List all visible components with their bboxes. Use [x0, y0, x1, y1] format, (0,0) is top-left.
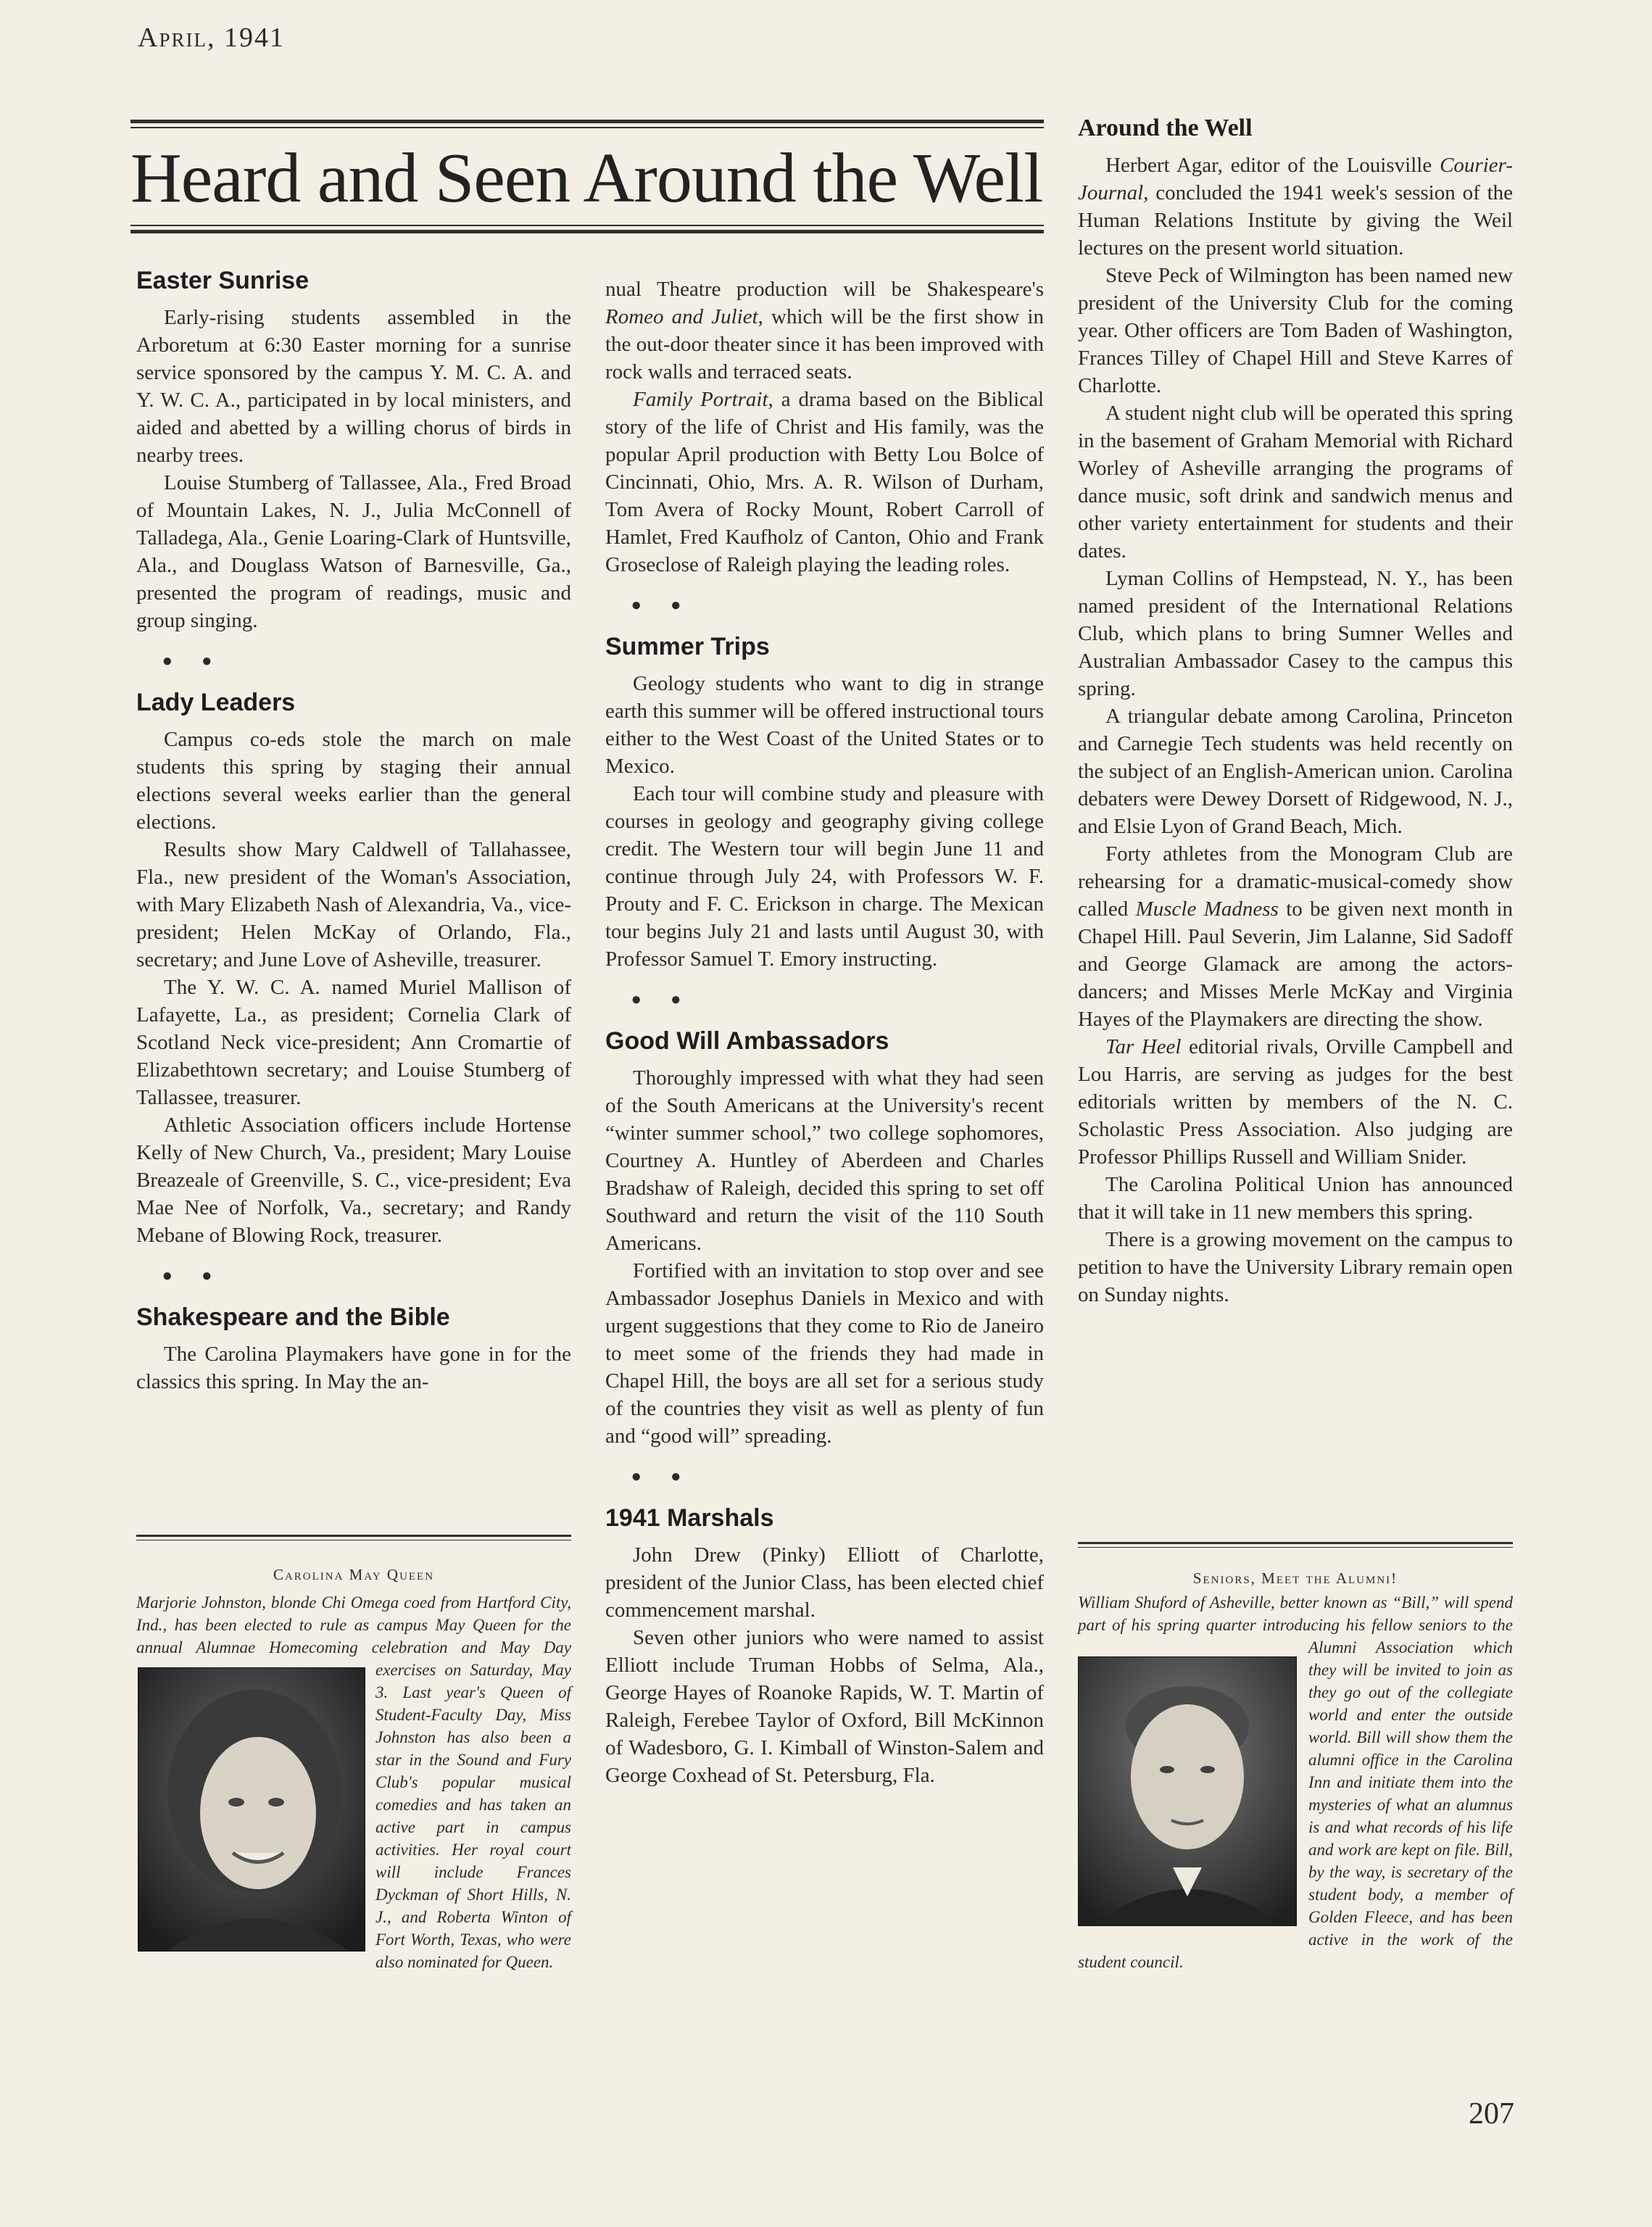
- paragraph: Lyman Collins of Hempstead, N. Y., has been named president of the International Relations Club, which plans to bring Sumner Welles and Australian Ambassador Casey to the campus this spring.: [1078, 567, 1513, 700]
- text-span: to be given next month in Chapel Hill. Paul Severin, Jim Lalanne, Sid Sadoff and George Glamack are among the actors-dancers; and Misses Merle McKay and Virginia Hayes of the Playmakers are directing the show.: [1078, 897, 1514, 1031]
- paragraph: Results show Mary Caldwell of Tallahassee, Fla., new president of the Woman's Association, with Mary Elizabeth Nash of Alexandria, Va., vice-president; Helen McKay of Orlando, Fla., secretary; and June Love of Asheville, treasurer.: [136, 838, 571, 971]
- caption-text: Marjorie Johnston, blonde Chi Omega coed from Hartford City, Ind., has been elected to rule as campus May Queen for the annual Alumnae Homecoming celebration and May Day exercises on Saturday, May 3. Last year's Queen of Student-Faculty Day, Miss Johnston has also been a star in the Sound and Fury Club's popular musical comedies and has taken an active part in campus activities. Her royal court will include Frances Dyckman of Short Hills, N. J., and Roberta Winton of Fort Worth, Texas, who were also nominated for Queen.: [136, 1593, 571, 1971]
- section-heading-easter-sunrise: Easter Sunrise: [136, 267, 310, 294]
- title-rule-bottom: [130, 230, 1044, 233]
- page-title: Heard and Seen Around the Well: [130, 139, 1043, 217]
- paragraph: John Drew (Pinky) Elliott of Charlotte, president of the Junior Class, has been elected chief commencement marshal.: [605, 1543, 1044, 1622]
- paragraph: Seven other juniors who were named to assist Elliott include Truman Hobbs of Selma, Ala., George Hayes of Roanoke Rapids, W. T. Martin of Raleigh, Ferebee Taylor of Oxford, Bill McKinnon of Wadesboro, G. I. Kimball of Winston-Salem and George Coxhead of St. Petersburg, Fla.: [605, 1626, 1044, 1787]
- paragraph: There is a growing movement on the campus to petition to have the University Library remain open on Sunday nights.: [1078, 1228, 1513, 1306]
- title-rule-top: [130, 120, 1044, 123]
- paragraph: Louise Stumberg of Tallassee, Ala., Fred Broad of Mountain Lakes, N. J., Julia McConnell of Talladega, Ala., Genie Loaring-Clark of Huntsville, Ala., and Douglass Watson of Barnesville, Ga., presented the program of readings, music and group singing.: [136, 471, 571, 632]
- section-divider-dots: ●●: [631, 596, 710, 615]
- text-span: , concluded the 1941 week's session of the Human Relations Institute by giving the Weil lectures on the present world situation.: [1078, 181, 1513, 260]
- show-title-italic: Muscle Madness: [1135, 897, 1279, 921]
- section-heading-lady-leaders: Lady Leaders: [136, 689, 296, 716]
- caption-rule-right-thin: [1078, 1547, 1513, 1548]
- paragraph: Early-rising students assembled in the Arboretum at 6:30 Easter morning for a sunrise service sponsored by the campus Y. M. C. A. and Y. W. C. A., participated in by local ministers, and aided and abetted by a willing chorus of birds in nearby trees.: [136, 306, 571, 467]
- publication-italic: Courier-Journal: [1078, 154, 1513, 204]
- text-span: , which will be the first show in the out-door theater since it has been improved with rock walls and terraced seats.: [605, 305, 1044, 383]
- paragraph: Campus co-eds stole the march on male students this spring by staging their annual elections several weeks earlier than the general elections.: [136, 728, 571, 834]
- section-divider-dots: ●●: [631, 990, 710, 1009]
- play-title-italic: Romeo and Juliet: [605, 305, 758, 328]
- paragraph: The Y. W. C. A. named Muriel Mallison of Lafayette, La., as president; Cornelia Clark of Scotland Neck vice-president; Ann Cromartie of Elizabethtown secretary; and Louise Stumberg of Tallassee, treasurer.: [136, 976, 571, 1109]
- paragraph: The Carolina Playmakers have gone in for the classics this spring. In May the an-: [136, 1343, 571, 1393]
- paragraph: [1078, 152, 1513, 262]
- play-title-italic: Family Portrait: [633, 388, 768, 411]
- running-header-date: April, 1941: [138, 22, 285, 53]
- photo-wrap-spacer: [1078, 1656, 1298, 1932]
- text-span: nual Theatre production will be Shakespeare's: [605, 278, 1044, 301]
- paragraph: A student night club will be operated this spring in the basement of Graham Memorial with Richard Worley of Asheville arranging the programs of dance music, soft drink and sandwich menus and other variety entertainment for students and their dates.: [1078, 402, 1513, 563]
- paragraph: Each tour will combine study and pleasure with courses in geology and geography giving college credit. The Western tour will begin June 11 and continue through July 24, with Professors W. F. Prouty and F. C. Erickson in charge. The Mexican tour begins July 21 and lasts until August 30, with Professor Samuel T. Emory instructing.: [605, 782, 1044, 971]
- section-heading-good-will: Good Will Ambassadors: [605, 1027, 889, 1055]
- caption-heading-may-queen: Carolina May Queen: [273, 1566, 435, 1583]
- column-3: [1078, 112, 1513, 1309]
- paragraph: Steve Peck of Wilmington has been named new president of the University Club for the coming year. Other officers are Tom Baden of Washington, Frances Tilley of Chapel Hill and Steve Karres of Charlotte.: [1078, 264, 1513, 397]
- page-number: 207: [1469, 2097, 1514, 2131]
- text-span: Herbert Agar, editor of the Louisville: [1105, 154, 1440, 177]
- caption-rule-left: [136, 1535, 571, 1537]
- paragraph: [1078, 840, 1513, 1033]
- seniors-caption: [1078, 1591, 1513, 1973]
- text-span: Forty athletes from the Monogram Club are rehearsing for a dramatic-musical-comedy show called: [1078, 842, 1513, 921]
- section-divider-dots: ●●: [631, 1467, 710, 1486]
- title-rule-top-thin: [130, 127, 1044, 128]
- column-2: [605, 275, 1044, 1789]
- paragraph: [1078, 1033, 1513, 1171]
- paragraph: [605, 386, 1044, 578]
- paragraph: Athletic Association officers include Hortense Kelly of New Church, Va., president; Mary Louise Breazeale of Greenville, S. C., vice-president; Eva Mae Nee of Norfolk, Va., secretary; and Randy Mebane of Blowing Rock, treasurer.: [136, 1114, 571, 1247]
- section-heading-shakespeare: Shakespeare and the Bible: [136, 1303, 450, 1331]
- title-rule-bottom-thin: [130, 225, 1044, 226]
- caption-rule-right: [1078, 1542, 1513, 1544]
- text-span: editorial rivals, Orville Campbell and Lou Harris, are serving as judges for the best editorials written by members of the N. C. Scholastic Press Association. Also judging are Professor Phillips Russell and William Snider.: [1078, 1035, 1513, 1169]
- paragraph: The Carolina Political Union has announced that it will take in 11 new members this spring.: [1078, 1173, 1513, 1224]
- section-divider-dots: ●●: [162, 652, 241, 671]
- text-span: , a drama based on the Biblical story of the life of Christ and His family, was the popular April production with Betty Lou Bolce of Cincinnati, Ohio, Mrs. A. R. Wilson of Durham, Tom Avera of Rocky Mount, Robert Carroll of Hamlet, Fred Kaufholz of Canton, Ohio and Frank Groseclose of Raleigh playing the leading roles.: [605, 388, 1044, 576]
- paragraph: Geology students who want to dig in strange earth this summer will be offered instructional tours either to the West Coast of the United States or to Mexico.: [605, 672, 1044, 778]
- newspaper-italic: Tar Heel: [1105, 1035, 1182, 1058]
- caption-text: William Shuford of Asheville, better known as “Bill,” will spend part of his spring quarter introducing his fellow seniors to the Alumni Association which they will be invited to join as they go out of the collegiate world and enter the outside world. Bill will show them the alumni office in the Carolina Inn and initiate them into the mysteries of what an alumnus is and what records of his life and work are kept on file. Bill, by the way, is secretary of the student body, a member of Golden Fleece, and has been active in the work of the student council.: [1078, 1593, 1513, 1971]
- section-heading-marshals: 1941 Marshals: [605, 1504, 774, 1532]
- photo-wrap-spacer: [136, 1664, 365, 1954]
- column-1: [136, 265, 571, 1395]
- paragraph: A triangular debate among Carolina, Princeton and Carnegie Tech students was held recently on the subject of an English-American union. Carolina debaters were Dewey Dorsett of Ridgewood, N. J., and Elsie Lyon of Grand Beach, Mich.: [1078, 705, 1513, 838]
- paragraph: Thoroughly impressed with what they had seen of the South Americans at the University's recent “winter summer school,” two college sophomores, Courtney A. Huntley of Aberdeen and Charles Bradshaw of Raleigh, decided this spring to set off Southward and return the visit of the 110 South Americans.: [605, 1066, 1044, 1255]
- may-queen-caption: [136, 1591, 571, 1973]
- section-heading-around-the-well: Around the Well: [1078, 115, 1253, 141]
- section-heading-summer-trips: Summer Trips: [605, 633, 770, 660]
- paragraph: Fortified with an invitation to stop over and see Ambassador Josephus Daniels in Mexico and with urgent suggestions that they come to Rio de Janeiro to meet some of the friends they had made in Chapel Hill, the boys are all set for a serious study of the countries they visit as well as plenty of fun and “good will” spreading.: [605, 1259, 1044, 1448]
- section-divider-dots: ●●: [162, 1266, 241, 1285]
- paragraph: [605, 275, 1044, 386]
- caption-heading-seniors: Seniors, Meet the Alumni!: [1192, 1569, 1398, 1587]
